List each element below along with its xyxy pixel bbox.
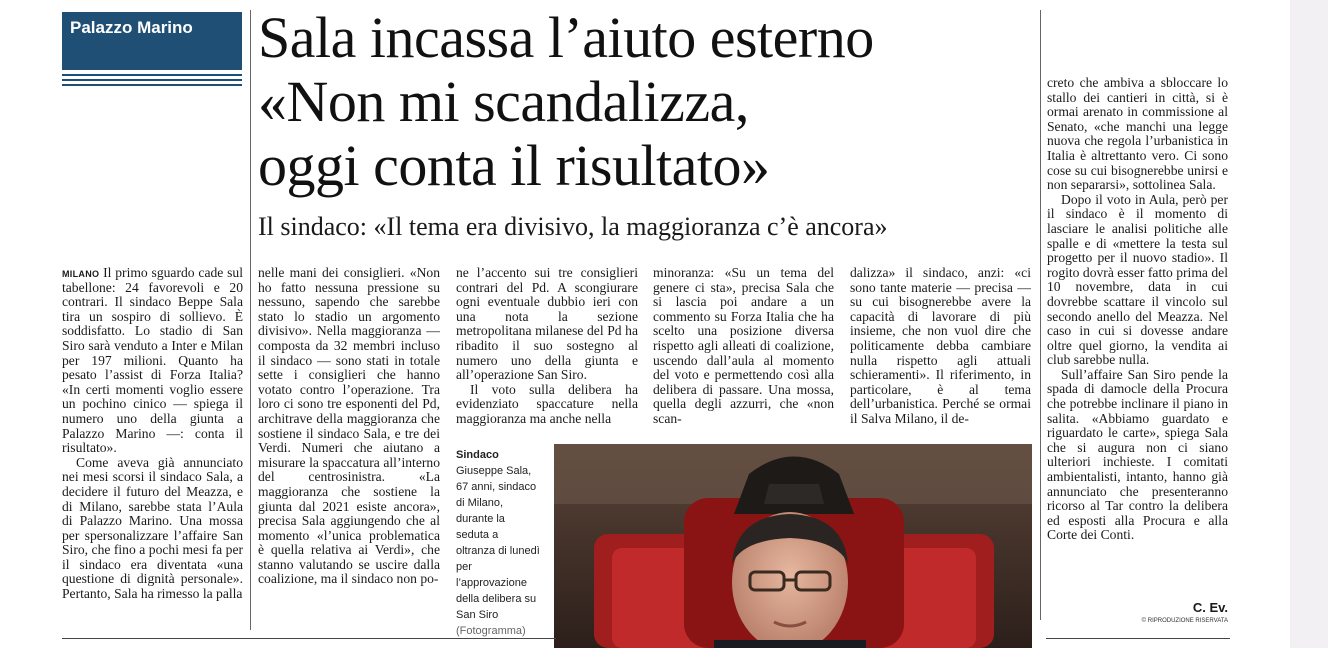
article-column-3 bbox=[456, 266, 638, 436]
paragraph: Il voto sulla delibera ha evidenziato spaccature nella maggioranza ma anche nella bbox=[456, 381, 638, 426]
caption-text: Giuseppe Sala, 67 anni, sindaco di Milano, durante la seduta a oltranza di lunedì per l’approvazione della delibera su San Siro bbox=[456, 465, 540, 621]
headline-line: Sala incassa l’aiuto esterno bbox=[258, 5, 874, 70]
paragraph: Dopo il voto in Aula, però per il sindaco è il momento di lasciare le analisi politiche alle spalle e di «mettere la testa sul progetto per il nuovo stadio». Il rogito dovrà esser fatto prima del 10 novembre, data in cui dovrebbe scattare il vincolo sul secondo anello del Meazza. Nel caso in cui si dovesse andare oltre quel giorno, la vendita ai club sarebbe nulla. bbox=[1047, 191, 1228, 368]
paragraph: Sull’affaire San Siro pende la spada di damocle della Procura che potrebbe inclinare il piano in salita. «Abbiamo guardato e riguardato le carte», spiega Sala che si augura non ci siano ulteriori inchieste. I comitati ambientalisti, intanto, hanno già annunciato che presenteranno ricorso al Tar contro la delibera ed esposti alla Procura e alla Corte dei Conti. bbox=[1047, 366, 1228, 543]
bottom-rule bbox=[1046, 638, 1230, 639]
paragraph bbox=[62, 266, 243, 456]
headline bbox=[258, 6, 1018, 198]
right-margin-strip bbox=[1290, 0, 1328, 648]
article-column-5 bbox=[850, 266, 1031, 436]
dateline: MILANO bbox=[62, 269, 100, 279]
article-column-6 bbox=[1047, 76, 1228, 598]
paragraph: Come aveva già annunciato nei mesi scorsi il sindaco Sala, a decidere il futuro del Meazza, e di Milano, sarebbe stata l’Aula di Palazzo Marino. Una mossa per spersonalizzare l’affaire San Siro, che fino a pochi mesi fa per il sindaco era diventata «una questione di dignità personale». Pertanto, Sala ha rimesso la palla bbox=[62, 454, 243, 602]
copyright-notice: © RIPRODUZIONE RISERVATA bbox=[1141, 618, 1228, 624]
bottom-rule bbox=[62, 638, 556, 639]
subheadline: Il sindaco: «Il tema era divisivo, la maggioranza c’è ancora» bbox=[258, 212, 888, 241]
column-divider bbox=[250, 10, 251, 630]
section-rule bbox=[62, 79, 242, 81]
article-column-4 bbox=[653, 266, 834, 436]
column-divider bbox=[1040, 10, 1041, 620]
section-tag bbox=[62, 12, 242, 70]
author-signature: C. Ev. bbox=[1192, 600, 1228, 615]
paragraph: minoranza: «Su un tema del genere ci sta», precisa Sala che si lascia poi andare a un commento su Forza Italia che ha scelto una posizione diversa rispetto agli alleati di coalizione, uscendo dall’aula al momento del voto e permettendo così alla delibera di passare. Una mossa, quella degli azzurri, che «non scan- bbox=[653, 266, 834, 426]
section-rule bbox=[62, 84, 242, 86]
article-column-1 bbox=[62, 266, 243, 630]
photo-illustration bbox=[554, 444, 1032, 648]
section-label: Palazzo Marino bbox=[70, 18, 193, 37]
headline-line: «Non mi scandalizza, bbox=[258, 69, 749, 134]
paragraph: ne l’accento sui tre consiglieri contrari del Pd. A scongiurare ogni eventuale dubbio ieri con una nota la sezione metropolitana milanese del Pd ha ribadito il suo sostegno al numero uno della giunta e all’operazione San Siro. bbox=[456, 266, 638, 383]
headline-line: oggi conta il risultato» bbox=[258, 133, 770, 198]
caption-title: Sindaco bbox=[456, 449, 499, 461]
photo-credit: (Fotogramma) bbox=[456, 625, 526, 637]
photo-mayor-sala bbox=[554, 444, 1032, 648]
article-column-2 bbox=[258, 266, 440, 630]
paragraph-text: Il primo sguardo cade sul tabellone: 24 favorevoli e 20 contrari. Il sindaco Beppe Sala tira un sospiro di sollievo. È soddisfatto. Lo stadio di San Siro sarà venduto a Inter e Milan per 197 milioni. Quanto ha pesato l’assist di Forza Italia? «In certi momenti voglio essere un pochino cinico — spiega il numero uno della giunta a Palazzo Marino —: conta il risultato». bbox=[62, 266, 243, 456]
paragraph: creto che ambiva a sbloccare lo stallo dei cantieri in città, si è ormai arenato in commissione al Senato, «che manchi una legge nuova che regola l’urbanistica in Italia è altrettanto vero. Ci sono cose su cui bisognerebbe unirsi e non separarsi», sottolinea Sala. bbox=[1047, 76, 1228, 193]
section-rule bbox=[62, 74, 242, 76]
paragraph: dalizza» il sindaco, anzi: «ci sono tante materie — precisa — su cui bisognerebbe avere la capacità di lavorare di più insieme, che non vuol dire che politicamente debba cambiare nulla rispetto agli attuali schieramenti». Il riferimento, in particolare, è al tema dell’urbanistica. Perché se ormai il Salva Milano, il de- bbox=[850, 266, 1031, 426]
paragraph: nelle mani dei consiglieri. «Non ho fatto nessuna pressione su nessuno, sapendo che sarebbe stato lo stadio un argomento divisivo». Nella maggioranza — composta da 32 membri incluso il sindaco — sono stati in totale sette i consiglieri che hanno votato contro l’operazione. Tra loro ci sono tre esponenti del Pd, architrave della maggioranza che sostiene il sindaco Sala, e tre dei Verdi. Numeri che aiutano a misurare la spaccatura all’interno del centrosinistra. «La maggioranza che sostiene la giunta dal 2021 esiste ancora», precisa Sala aggiungendo che al momento «l’unica problematica è quella relativa ai Verdi», che stanno valutando se uscire dalla coalizione, ma il sindaco non po- bbox=[258, 266, 440, 587]
photo-caption bbox=[456, 447, 540, 639]
